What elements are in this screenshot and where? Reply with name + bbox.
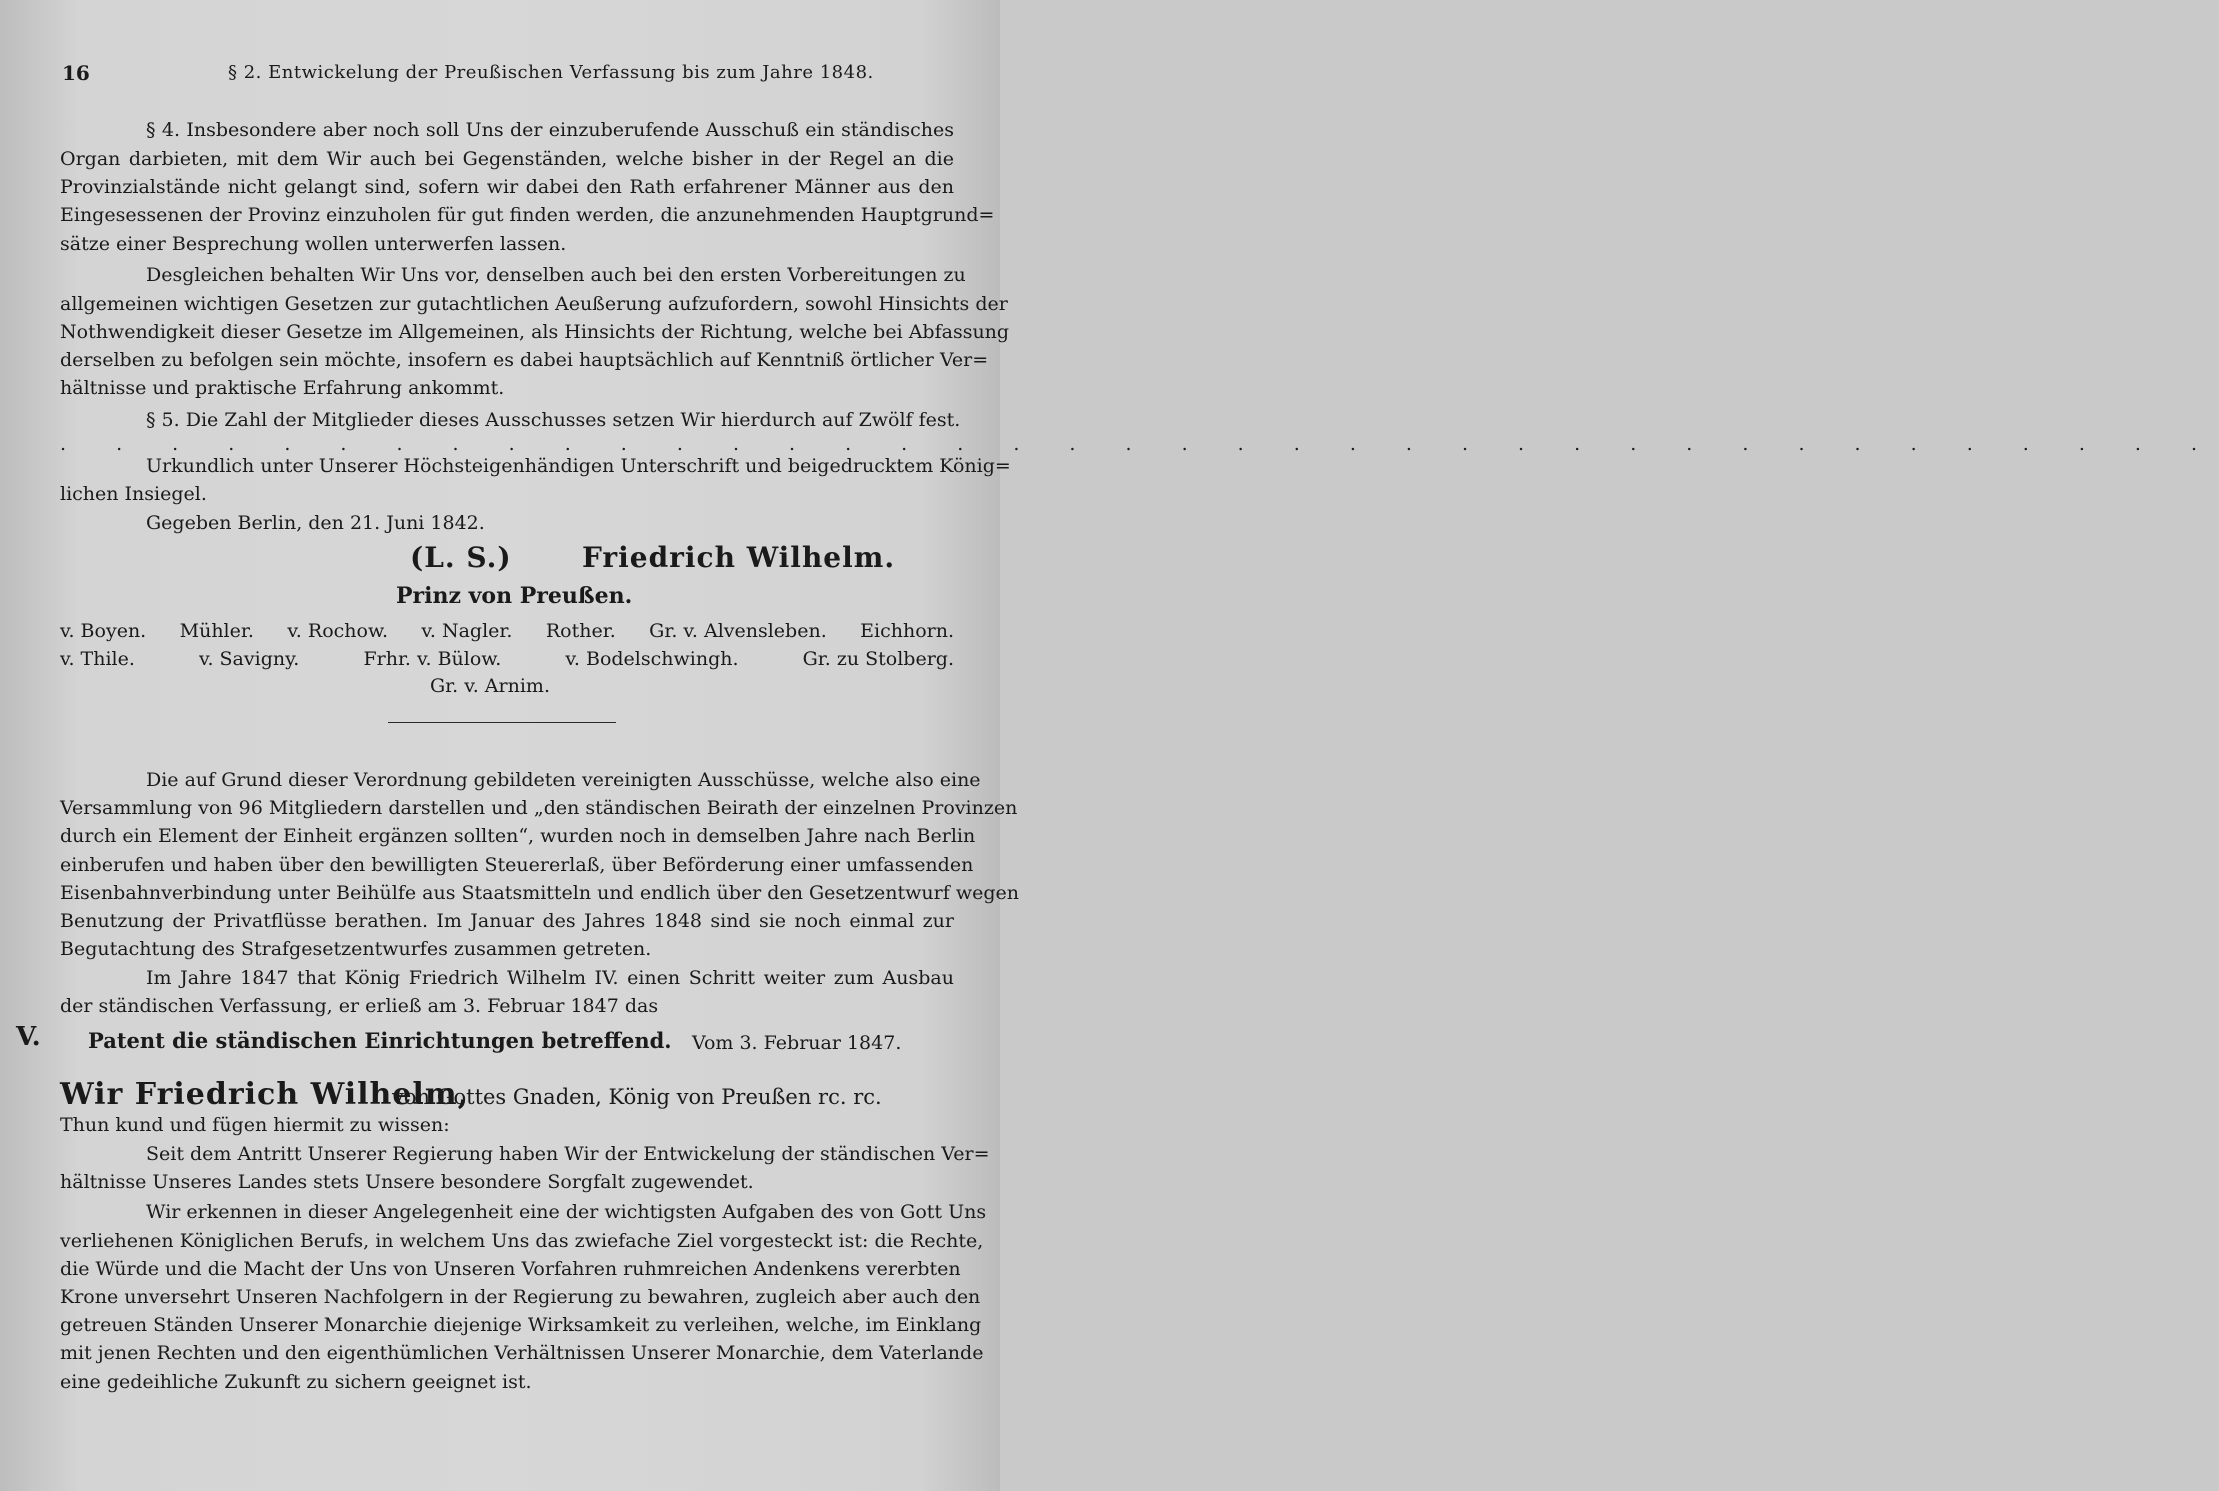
minister-name: Eichhorn. <box>860 620 954 642</box>
patent-line: eine gedeihliche Zukunft zu sichern geeignet ist. <box>60 1371 532 1393</box>
ministers-row <box>430 673 630 699</box>
closing-line: lichen Insiegel. <box>60 483 207 505</box>
commentary-line: Im Jahre 1847 that König Friedrich Wilhelm IV. einen Schritt weiter zum Ausbau <box>146 967 954 989</box>
section5-line: § 5. Die Zahl der Mitglieder dieses Ausschusses setzen Wir hierdurch auf Zwölf fest. <box>146 409 961 431</box>
page-number: 16 <box>62 61 90 85</box>
seal-mark: (L. S.) <box>410 541 512 574</box>
patent-title: Patent die ständischen Einrichtungen betreffend. <box>88 1028 672 1053</box>
patent-line: die Würde und die Macht der Uns von Unseren Vorfahren ruhmreichen Andenkens vererbten <box>60 1258 961 1280</box>
commentary-line: Begutachtung des Strafgesetzentwurfes zusammen getreten. <box>60 938 652 960</box>
commentary-line: Eisenbahnverbindung unter Beihülfe aus Staatsmitteln und endlich über den Gesetzentwurf wegen <box>60 882 1019 904</box>
commentary-line: Versammlung von 96 Mitgliedern darstellen und „den ständischen Beirath der einzelnen Provinzen <box>60 797 1018 819</box>
king-signature: Friedrich Wilhelm. <box>582 541 896 574</box>
commentary-line: Die auf Grund dieser Verordnung gebildeten vereinigten Ausschüsse, welche also eine <box>146 769 981 791</box>
minister-name: Gr. v. Arnim. <box>430 675 550 697</box>
section4-line: sätze einer Besprechung wollen unterwerfen lassen. <box>60 233 567 255</box>
patent-line: Seit dem Antritt Unserer Regierung haben Wir der Entwickelung der ständischen Ver= <box>146 1143 990 1165</box>
minister-name: Rother. <box>545 620 616 642</box>
running-title: § 2. Entwickelung der Preußischen Verfassung bis zum Jahre 1848. <box>228 62 874 83</box>
patent-opening-bold: Wir Friedrich Wilhelm, <box>60 1077 470 1112</box>
section4-line: Eingesessenen der Provinz einzuholen für gut finden werden, die anzunehmenden Hauptgrund= <box>60 204 995 226</box>
patent-line: Thun kund und fügen hiermit zu wissen: <box>60 1114 450 1136</box>
commentary-line: einberufen und haben über den bewilligten Steuererlaß, über Beförderung einer umfassenden <box>60 854 974 876</box>
patent-line: mit jenen Rechten und den eigenthümlichen Verhältnissen Unserer Monarchie, dem Vaterlande <box>60 1342 984 1364</box>
minister-name: v. Savigny. <box>198 648 300 670</box>
paragraph2-line: Desgleichen behalten Wir Uns vor, denselben auch bei den ersten Vorbereitungen zu <box>146 264 966 286</box>
prince-signature: Prinz von Preußen. <box>396 583 633 609</box>
patent-opening-rest: von Gottes Gnaden, König von Preußen rc. rc. <box>392 1085 882 1109</box>
paragraph2-line: hältnisse und praktische Erfahrung ankommt. <box>60 377 505 399</box>
minister-name: Gr. zu Stolberg. <box>802 648 954 670</box>
minister-name: Frhr. v. Bülow. <box>363 648 502 670</box>
closing-line: Urkundlich unter Unserer Höchsteigenhändigen Unterschrift und beigedrucktem König= <box>146 455 1011 477</box>
section4-line: § 4. Insbesondere aber noch soll Uns der einzuberufende Ausschuß ein ständisches <box>146 119 954 141</box>
paragraph2-line: derselben zu befolgen sein möchte, insofern es dabei hauptsächlich auf Kenntniß örtlicher Ver= <box>60 349 989 371</box>
commentary-line: der ständischen Verfassung, er erließ am 3. Februar 1847 das <box>60 995 659 1017</box>
commentary-line: durch ein Element der Einheit ergänzen sollten“, wurden noch in demselben Jahre nach Berlin <box>60 825 976 847</box>
patent-line: hältnisse Unseres Landes stets Unsere besondere Sorgfalt zugewendet. <box>60 1171 754 1193</box>
ministers-row <box>60 646 954 672</box>
paragraph2-line: Nothwendigkeit dieser Gesetze im Allgemeinen, als Hinsichts der Richtung, welche bei Abfassung <box>60 321 1010 343</box>
patent-date: Vom 3. Februar 1847. <box>692 1032 902 1054</box>
minister-name: v. Boyen. <box>60 620 147 642</box>
paragraph2-line: allgemeinen wichtigen Gesetzen zur gutachtlichen Aeußerung aufzufordern, sowohl Hinsichts der <box>60 293 1008 315</box>
patent-line: verliehenen Königlichen Berufs, in welchem Uns das zwiefache Ziel vorgesteckt ist: die Rechte, <box>60 1230 984 1252</box>
section4-line: Provinzialstände nicht gelangt sind, sofern wir dabei den Rath erfahrener Männer aus den <box>60 176 954 198</box>
ministers-row <box>60 618 954 644</box>
minister-name: v. Bodelschwingh. <box>565 648 739 670</box>
patent-line: Krone unversehrt Unseren Nachfolgern in der Regierung zu bewahren, zugleich aber auch den <box>60 1286 981 1308</box>
given-date-line: Gegeben Berlin, den 21. Juni 1842. <box>146 512 485 534</box>
patent-line: Wir erkennen in dieser Angelegenheit eine der wichtigsten Aufgaben des von Gott Uns <box>146 1201 987 1223</box>
minister-name: Gr. v. Alvensleben. <box>649 620 827 642</box>
patent-numeral: V. <box>16 1022 41 1052</box>
minister-name: v. Thile. <box>60 648 135 670</box>
minister-name: Mühler. <box>179 620 254 642</box>
minister-name: v. Rochow. <box>287 620 388 642</box>
minister-name: v. Nagler. <box>421 620 513 642</box>
commentary-line: Benutzung der Privatflüsse berathen. Im Januar des Jahres 1848 sind sie noch einmal zur <box>60 910 954 932</box>
ellipsis-line: . . . . . . . . . . . . . . . . . . . . . . . . . . . . . . . . . . . . . . . <box>60 433 2219 455</box>
section-divider <box>388 722 616 723</box>
patent-line: getreuen Ständen Unserer Monarchie diejenige Wirksamkeit zu verleihen, welche, im Einklang <box>60 1314 982 1336</box>
section4-line: Organ darbieten, mit dem Wir auch bei Gegenständen, welche bisher in der Regel an die <box>60 148 954 170</box>
